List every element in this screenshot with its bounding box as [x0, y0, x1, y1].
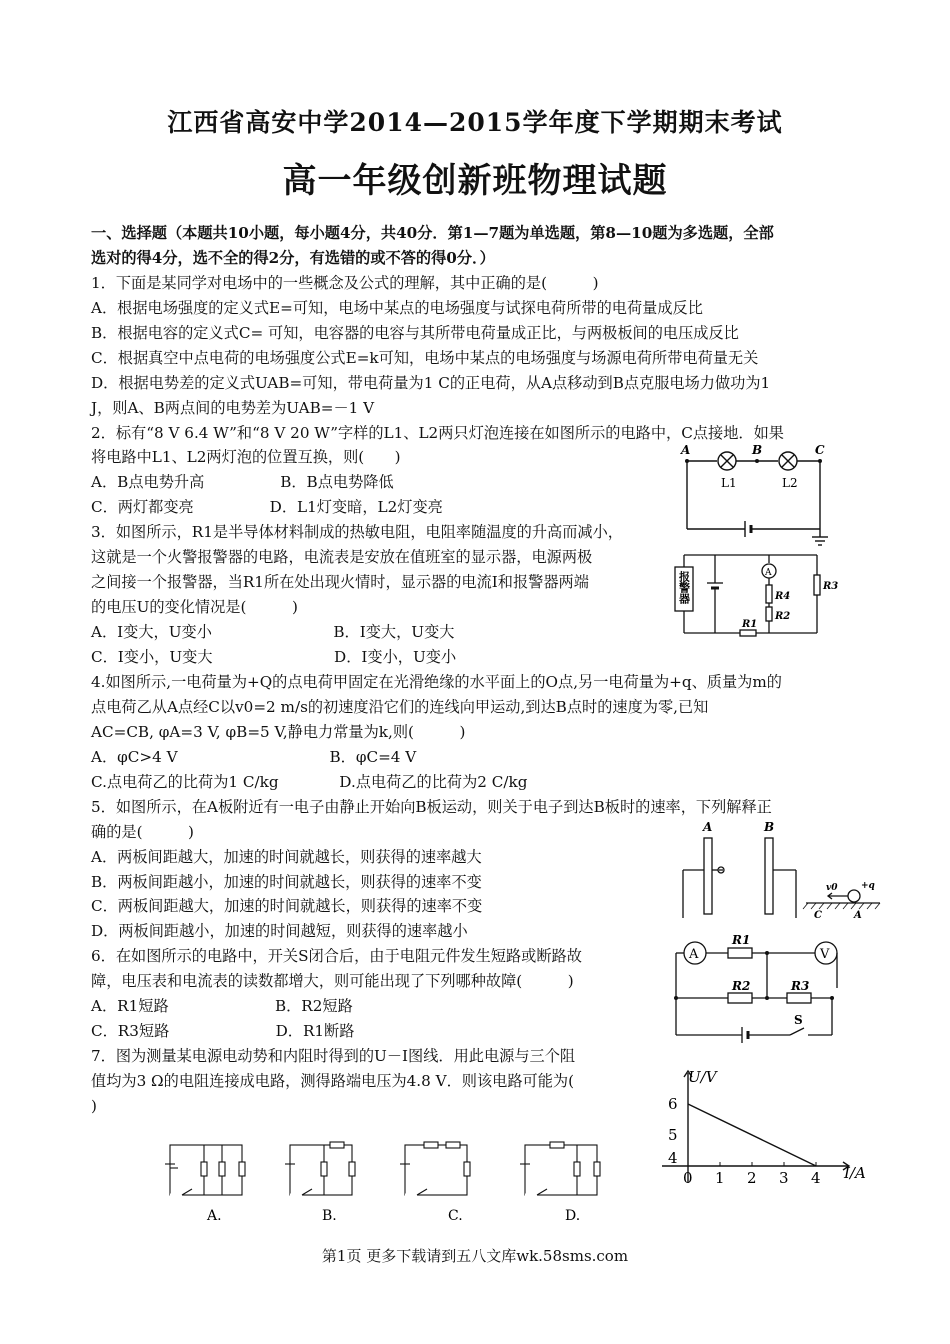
question-line: 7．图为测量某电源电动势和内阻时得到的U－I图线．用此电源与三个阻	[91, 1047, 576, 1065]
figure-q5-plates	[678, 818, 888, 922]
circuit-option-c	[400, 1142, 470, 1195]
option-line: A．φC>4 V B．φC=4 V	[91, 748, 417, 766]
label-r4: R4	[775, 591, 791, 602]
question-line: 之间接一个报警器，当R1所在处出现火情时，显示器的电流I和报警器两端	[91, 573, 589, 591]
x-tick-label: 4	[811, 1169, 821, 1187]
circuit-option-d	[520, 1142, 600, 1195]
x-tick-label: 2	[747, 1169, 757, 1187]
figure-q3-alarm-circuit	[672, 545, 842, 640]
y-axis-label: U/V	[688, 1068, 717, 1086]
question-line: 的电压U的变化情况是( )	[91, 598, 298, 616]
option-line: D．两板间距越小，加速的时间越短，则获得的速率越小	[91, 922, 468, 940]
question-line: 值均为3 Ω的电阻连接成电路，测得路端电压为4.8 V．则该电路可能为(	[91, 1072, 575, 1090]
option-line: C．根据真空中点电荷的电场强度公式E=k可知，电场中某点的电场强度与场源电荷所带电荷量无关	[91, 349, 759, 367]
question-line: 将电路中L1、L2两灯泡的位置互换，则( )	[91, 448, 401, 466]
question-line: 3．如图所示，R1是半导体材料制成的热敏电阻，电阻率随温度的升高而减小，	[91, 523, 623, 541]
option-line: C．I变小，U变大 D．I变小，U变小	[91, 648, 457, 666]
option-line: D．根据电势差的定义式UAB=可知，带电荷量为1 C的正电荷，从A点移动到B点克服电场力做功为1	[91, 374, 771, 392]
option-line: A．根据电场强度的定义式E=可知，电场中某点的电场强度与试探电荷所带的电荷量成反比	[91, 299, 703, 317]
x-tick-label: 3	[779, 1169, 789, 1187]
option-line: B．根据电容的定义式C= 可知，电容器的电容与其所带电荷量成正比，与两极板间的电压成反比	[91, 324, 739, 342]
question-line: 5．如图所示，在A板附近有一电子由静止开始向B板运动，则关于电子到达B板时的速率，下列解释正	[91, 798, 772, 816]
question-line: 4.如图所示,一电荷量为+Q的点电荷甲固定在光滑绝缘的水平面上的O点,另一电荷量为+q、质量为m的	[91, 673, 782, 691]
label-alarm: 报警器	[677, 571, 691, 604]
question-line: 障，电压表和电流表的读数都增大，则可能出现了下列哪种故障( )	[91, 972, 574, 990]
question-line: )	[91, 1097, 97, 1115]
option-line: A．I变大，U变小 B．I变大，U变大	[91, 623, 455, 641]
option-line: C．两灯都变亮 D．L1灯变暗，L2灯变亮	[91, 498, 443, 516]
label-a: A	[681, 443, 691, 457]
figure-q6-circuit	[670, 930, 840, 1040]
option-line: J，则A、B两点间的电势差为UAB=－1 V	[91, 399, 375, 417]
y-tick-label: 5	[668, 1126, 678, 1144]
option-line: C．R3短路 D．R1断路	[91, 1022, 355, 1040]
label-charge: +q	[861, 881, 875, 891]
label-r2: R2	[775, 611, 791, 622]
page-footer: 第1页 更多下载请到五八文库wk.58sms.com	[321, 1247, 629, 1265]
x-tick-label: 0	[683, 1169, 693, 1187]
x-axis-label: I/A	[844, 1164, 866, 1182]
figure-q2-circuit	[675, 443, 850, 553]
y-tick-label: 4	[668, 1149, 678, 1167]
label-r1: R1	[732, 933, 751, 947]
label-plate-a: A	[703, 820, 713, 834]
circuit-option-a	[165, 1145, 245, 1195]
question-line: 1．下面是某同学对电场中的一些概念及公式的理解，其中正确的是( )	[91, 274, 599, 292]
question-line: 确的是( )	[91, 823, 194, 841]
label-l2: L2	[782, 476, 798, 490]
label-point-a: A	[854, 910, 862, 921]
option-label: B.	[322, 1208, 337, 1224]
exam-title: 江西省高安中学2014—2015学年度下学期期末考试	[167, 108, 783, 137]
label-point-c: C	[814, 910, 822, 921]
label-r2: R2	[732, 979, 751, 993]
label-l1: L1	[721, 476, 737, 490]
question-line: 2．标有“8 V 6.4 W”和“8 V 20 W”字样的L1、L2两只灯泡连接在如图所示的电路中，C点接地．如果	[91, 424, 784, 442]
label-v0: v0	[826, 883, 838, 893]
label-r3: R3	[791, 979, 810, 993]
section-line: 选对的得4分，选不全的得2分，有选错的或不答的得0分．）	[91, 249, 495, 267]
question-line: 这就是一个火警报警器的电路，电流表是安放在值班室的显示器，电源两极	[91, 548, 593, 566]
question-line: AC=CB, φA=3 V, φB=5 V,静电力常量为k,则( )	[91, 723, 466, 741]
series-line-u-i	[688, 1104, 816, 1166]
x-tick-label: 1	[715, 1169, 725, 1187]
option-label: D.	[565, 1208, 581, 1224]
option-line: A．B点电势升高 B．B点电势降低	[91, 473, 394, 491]
option-label: C.	[448, 1208, 463, 1224]
question-line: 点电荷乙从A点经C以v0=2 m/s的初速度沿它们的连线向甲运动,到达B点时的速度为零,已知	[91, 698, 709, 716]
label-ammeter: A	[689, 947, 699, 962]
label-plate-b: B	[764, 820, 775, 834]
label-switch: S	[794, 1013, 803, 1027]
option-label: A.	[207, 1208, 222, 1224]
label-r3: R3	[823, 581, 839, 592]
option-line: C.点电荷乙的比荷为1 C/kg D.点电荷乙的比荷为2 C/kg	[91, 773, 528, 791]
circuit-option-b	[285, 1142, 355, 1195]
option-line: A．两板间距越大，加速的时间就越长，则获得的速率越大	[91, 848, 482, 866]
label-b: B	[752, 443, 763, 457]
u-i-graph	[650, 1065, 870, 1195]
label-r1: R1	[742, 619, 758, 630]
exam-subtitle: 高一年级创新班物理试题	[282, 161, 668, 201]
option-line: C．两板间距越大，加速的时间就越长，则获得的速率不变	[91, 897, 483, 915]
y-tick-label: 6	[668, 1095, 678, 1113]
label-c: C	[815, 443, 825, 457]
option-line: A．R1短路 B．R2短路	[91, 997, 353, 1015]
label-ammeter: A	[765, 568, 772, 578]
figure-q7-circuits	[160, 1140, 620, 1225]
label-voltmeter: V	[820, 947, 830, 962]
section-line: 一、选择题（本题共10小题，每小题4分，共40分．第1—7题为单选题，第8—10题为多选题，全部	[91, 224, 774, 242]
option-line: B．两板间距越小，加速的时间就越长，则获得的速率不变	[91, 873, 482, 891]
question-line: 6．在如图所示的电路中，开关S闭合后，由于电阻元件发生短路或断路故	[91, 947, 582, 965]
